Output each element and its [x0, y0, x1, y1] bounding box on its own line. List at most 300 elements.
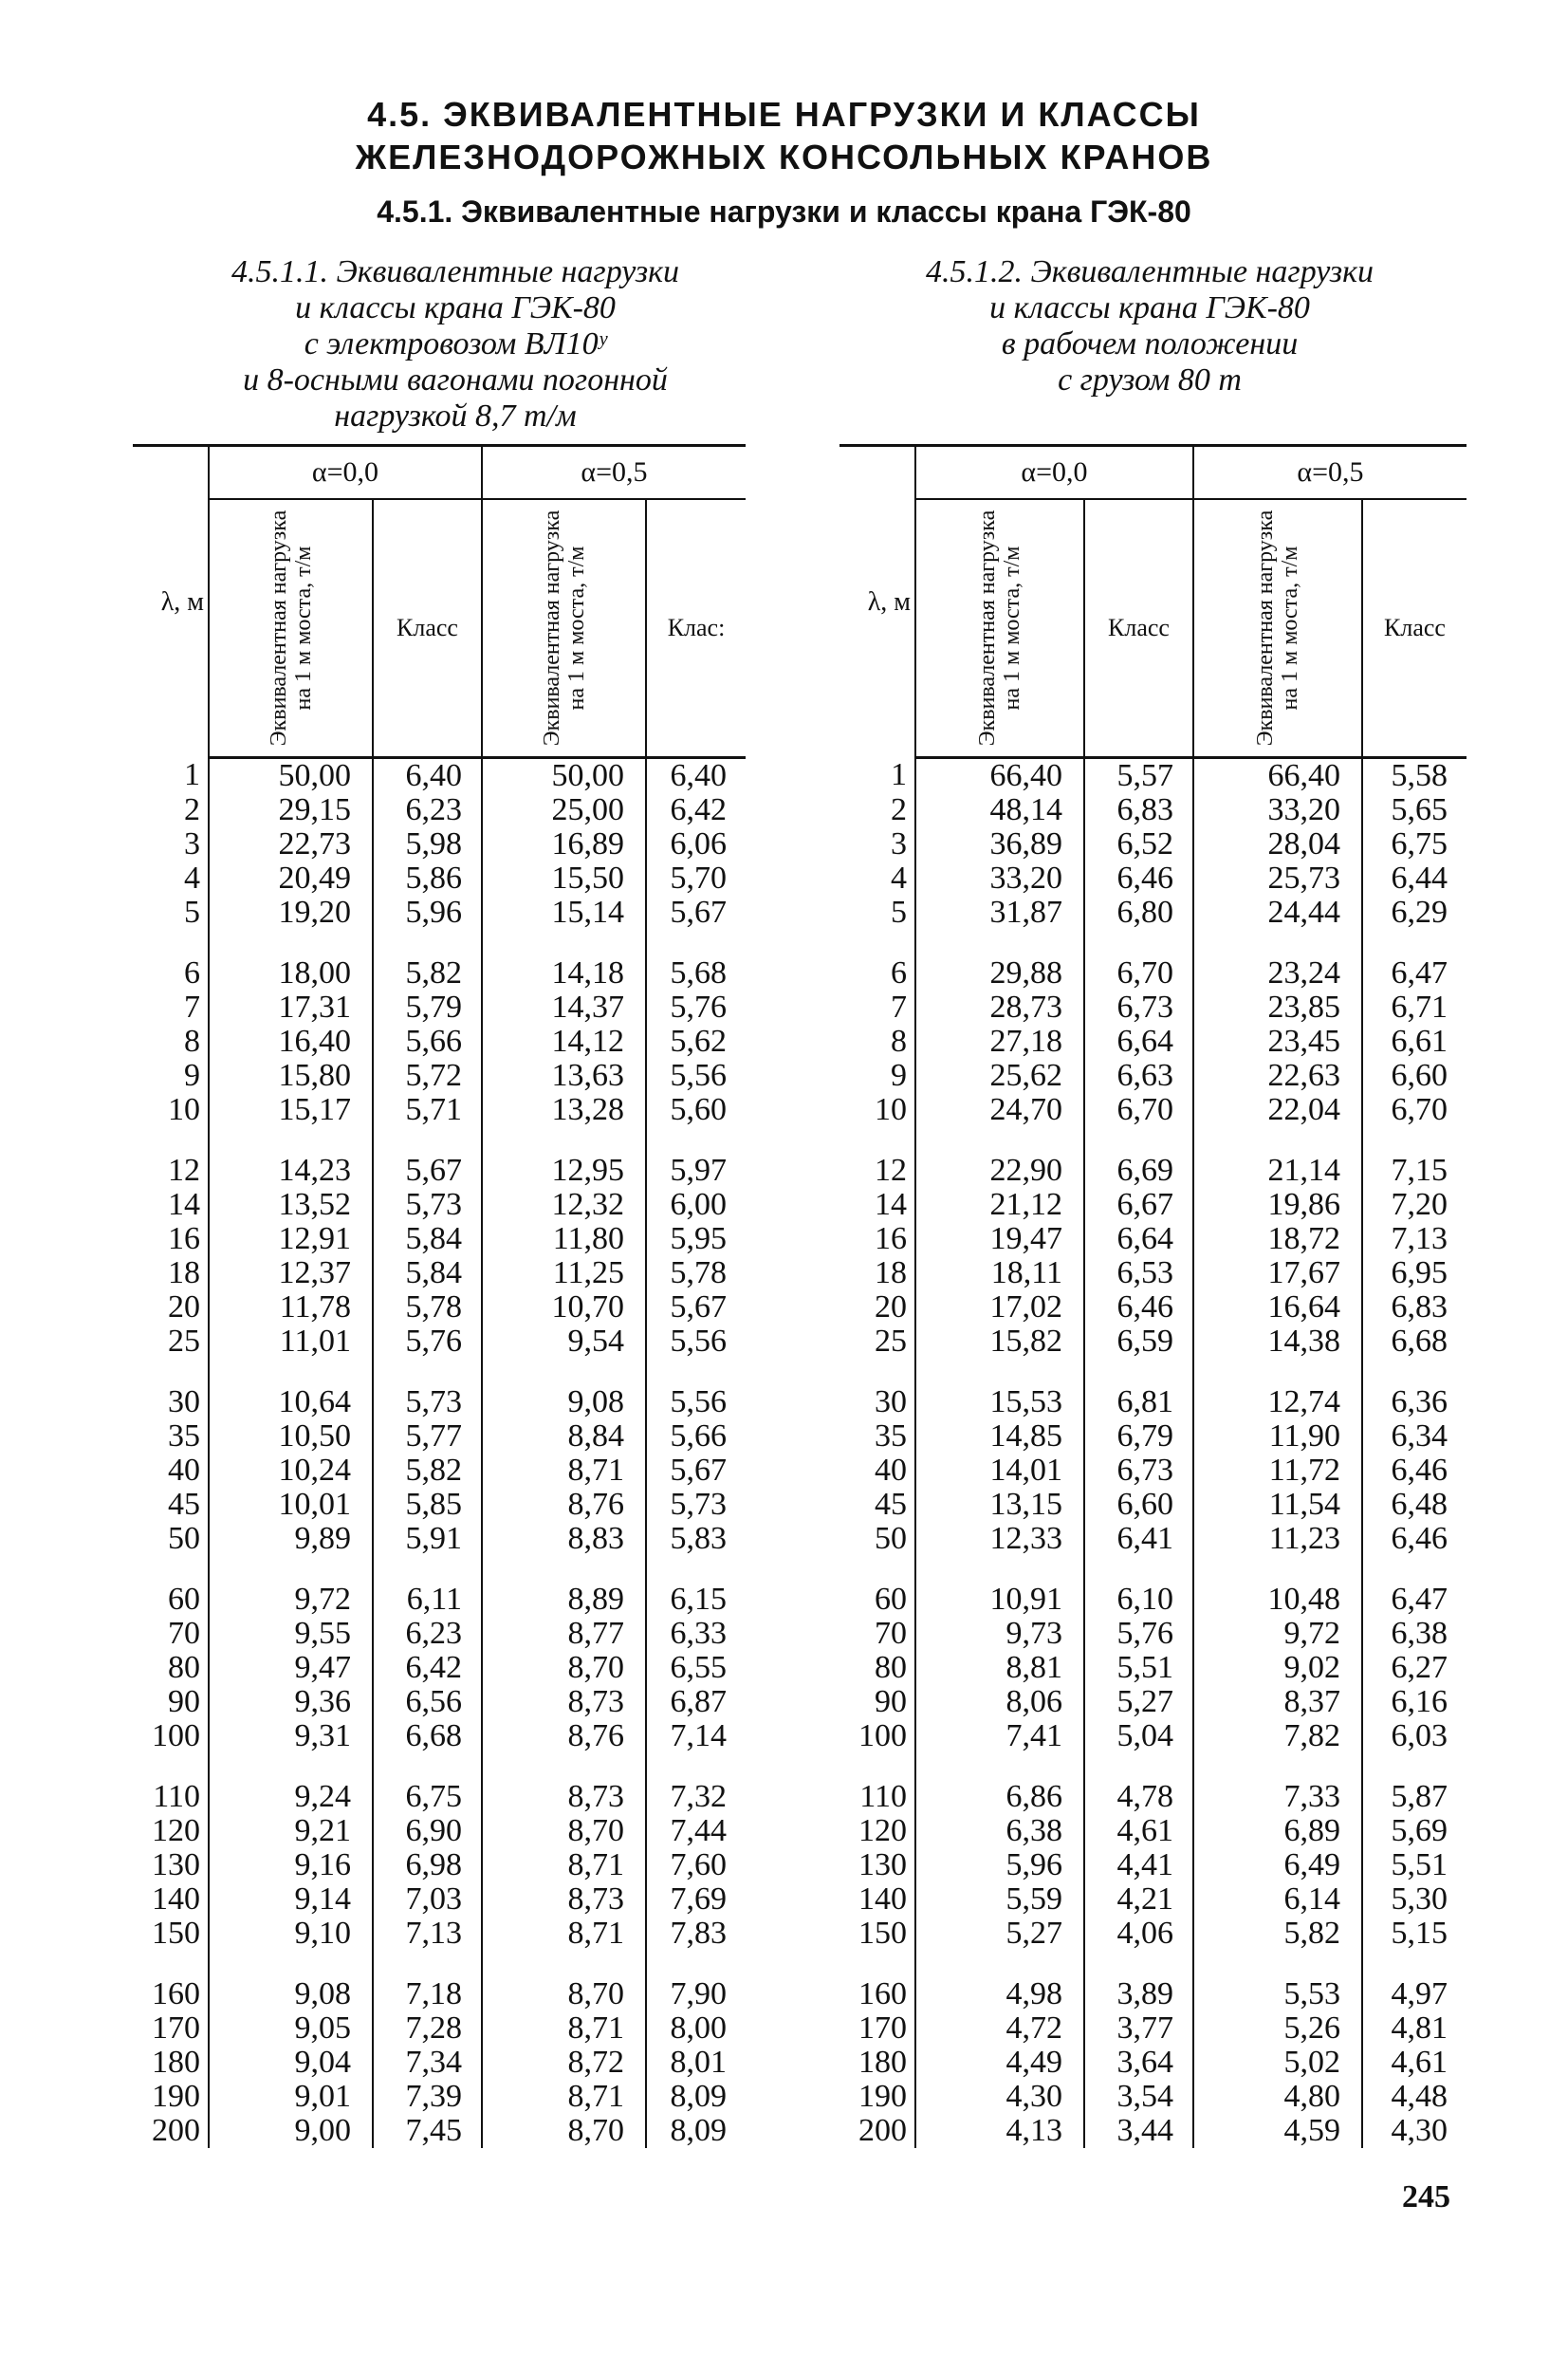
load-cell: 6,86: [1005, 1779, 1062, 1814]
class-cell: 6,52: [1084, 827, 1193, 862]
load-cell: 4,98: [1005, 1976, 1062, 2011]
load-cell: 8,71: [482, 1454, 646, 1488]
table-row: [839, 896, 1467, 930]
table-row: [133, 1093, 746, 1127]
load-cell: 8,76: [482, 1488, 646, 1522]
load-cell: 20,49: [278, 861, 351, 896]
load-cell: 66,40: [1193, 758, 1362, 794]
load-cell: 14,12: [482, 1025, 646, 1059]
class-cell: 5,73: [646, 1488, 746, 1522]
gap-cell: [1362, 1556, 1467, 1583]
class-cell: 7,13: [1362, 1222, 1467, 1256]
load-cell: 19,86: [1193, 1188, 1362, 1222]
class-cell: 5,76: [646, 991, 746, 1025]
load-cell: 17,02: [989, 1289, 1062, 1325]
lambda-cell: 10: [133, 1093, 209, 1127]
section-title-line2: ЖЕЛЕЗНОДОРОЖНЫХ КОНСОЛЬНЫХ КРАНОВ: [355, 138, 1213, 176]
load-cell: 16,89: [482, 827, 646, 862]
lambda-cell: 7: [133, 991, 209, 1025]
gap-cell: [646, 1359, 746, 1385]
load-cell: 4,13: [1005, 2113, 1062, 2148]
left-table-caption: [123, 254, 787, 435]
load-cell: 9,04: [294, 2045, 351, 2080]
class-cell: 5,96: [373, 896, 482, 930]
lambda-cell: 120: [839, 1814, 915, 1848]
load-cell: 9,02: [1193, 1651, 1362, 1685]
class-cell: 7,28: [373, 2011, 482, 2046]
class-cell: 6,98: [373, 1848, 482, 1882]
class-cell: 6,55: [646, 1651, 746, 1685]
gap-cell: [1362, 1127, 1467, 1154]
class-cell: 6,46: [1084, 862, 1193, 896]
row-group-gap: [133, 1951, 746, 1977]
class-cell: 5,70: [646, 862, 746, 896]
table-row: [133, 991, 746, 1025]
load-cell: 15,14: [482, 896, 646, 930]
class-cell: 5,78: [373, 1290, 482, 1325]
gap-cell: [1193, 1359, 1362, 1385]
load-cell: 5,82: [1193, 1917, 1362, 1951]
gap-cell: [133, 930, 209, 956]
class-cell: 8,01: [646, 2046, 746, 2080]
table-row: [133, 1719, 746, 1753]
class-cell: 6,79: [1084, 1419, 1193, 1454]
load-cell: 8,84: [482, 1419, 646, 1454]
lambda-cell: 2: [839, 793, 915, 827]
load-cell: 8,70: [482, 1977, 646, 2011]
lambda-cell: 60: [839, 1583, 915, 1617]
table-row: [839, 1025, 1467, 1059]
load-cell: 9,00: [294, 2113, 351, 2148]
gap-cell: [373, 930, 482, 956]
class-cell: 6,67: [1084, 1188, 1193, 1222]
table-row: [839, 991, 1467, 1025]
lambda-cell: 200: [839, 2114, 915, 2148]
load-cell: 8,70: [482, 1651, 646, 1685]
caption-line: и 8-осными вагонами погонной: [243, 362, 668, 398]
load-cell: 8,71: [482, 2080, 646, 2114]
class-cell: 7,03: [373, 1882, 482, 1917]
class-cell: 4,97: [1362, 1977, 1467, 2011]
gap-cell: [839, 1556, 915, 1583]
lambda-cell: 150: [839, 1917, 915, 1951]
table-row: [133, 1522, 746, 1556]
load-cell: 8,89: [482, 1583, 646, 1617]
load-cell: 10,91: [989, 1582, 1062, 1617]
class-cell: 6,68: [1362, 1325, 1467, 1359]
class-cell: 6,61: [1362, 1025, 1467, 1059]
load-cell: 9,47: [294, 1650, 351, 1685]
class-cell: 6,00: [646, 1188, 746, 1222]
lambda-cell: 140: [133, 1882, 209, 1917]
gap-cell: [915, 1556, 1084, 1583]
lambda-cell: 190: [133, 2080, 209, 2114]
gap-cell: [209, 930, 373, 956]
table-row: [839, 2114, 1467, 2148]
class-cell: 4,41: [1084, 1848, 1193, 1882]
table-row: [133, 1454, 746, 1488]
class-cell: 6,68: [373, 1719, 482, 1753]
lambda-cell: 35: [839, 1419, 915, 1454]
lambda-cell: 7: [839, 991, 915, 1025]
load-cell: 5,96: [1005, 1847, 1062, 1882]
table-row: [839, 1385, 1467, 1419]
load-header-text: Эквивалентная нагрузка на 1 м моста, т/м: [975, 510, 1024, 747]
table-row: [839, 1522, 1467, 1556]
class-cell: 6,90: [373, 1814, 482, 1848]
lambda-cell: 110: [839, 1780, 915, 1814]
lambda-cell: 3: [133, 827, 209, 862]
class-cell: 6,70: [1362, 1093, 1467, 1127]
table-row: [133, 1583, 746, 1617]
load-cell: 12,37: [278, 1255, 351, 1290]
class-cell: 6,47: [1362, 1583, 1467, 1617]
table-row: [839, 1222, 1467, 1256]
load-cell: 19,47: [989, 1221, 1062, 1256]
table-row: [839, 1059, 1467, 1093]
class-cell: 6,10: [1084, 1583, 1193, 1617]
class-cell: 6,03: [1362, 1719, 1467, 1753]
class-cell: 3,44: [1084, 2114, 1193, 2148]
table-row: [839, 2011, 1467, 2046]
load-cell: 8,73: [482, 1780, 646, 1814]
class-cell: 5,67: [373, 1154, 482, 1188]
class-cell: 6,11: [373, 1583, 482, 1617]
gap-cell: [646, 1951, 746, 1977]
class-cell: 3,64: [1084, 2046, 1193, 2080]
class-cell: 5,71: [373, 1093, 482, 1127]
table-row: [133, 1419, 746, 1454]
class-cell: 5,84: [373, 1256, 482, 1290]
class-cell: 5,78: [646, 1256, 746, 1290]
class-cell: 5,73: [373, 1385, 482, 1419]
gap-cell: [839, 1359, 915, 1385]
load-cell: 8,81: [1005, 1650, 1062, 1685]
class-cell: 6,40: [646, 758, 746, 794]
class-cell: 6,47: [1362, 956, 1467, 991]
load-cell: 8,83: [482, 1522, 646, 1556]
load-cell: 23,85: [1193, 991, 1362, 1025]
class-cell: 6,46: [1362, 1522, 1467, 1556]
row-group-gap: [839, 1556, 1467, 1583]
load-cell: 10,24: [278, 1453, 351, 1488]
class-cell: 6,60: [1084, 1488, 1193, 1522]
lambda-cell: 45: [133, 1488, 209, 1522]
load-cell: 27,18: [989, 1024, 1062, 1059]
class-cell: 3,77: [1084, 2011, 1193, 2046]
load-cell: 15,82: [989, 1324, 1062, 1359]
table-row: [133, 1814, 746, 1848]
class-cell: 6,42: [373, 1651, 482, 1685]
gap-cell: [1193, 1556, 1362, 1583]
lambda-cell: 30: [839, 1385, 915, 1419]
gap-cell: [1084, 1556, 1193, 1583]
class-cell: 7,69: [646, 1882, 746, 1917]
lambda-cell: 170: [839, 2011, 915, 2046]
class-cell: 6,53: [1084, 1256, 1193, 1290]
table-row: [839, 1488, 1467, 1522]
table-row: [839, 2046, 1467, 2080]
class-cell: 6,64: [1084, 1025, 1193, 1059]
load-cell: 11,25: [482, 1256, 646, 1290]
gap-cell: [646, 1753, 746, 1780]
class-cell: 6,06: [646, 827, 746, 862]
gap-cell: [209, 1556, 373, 1583]
gap-cell: [133, 1127, 209, 1154]
gap-cell: [1362, 1753, 1467, 1780]
class-cell: 5,27: [1084, 1685, 1193, 1719]
lambda-cell: 50: [839, 1522, 915, 1556]
table-row: [133, 1188, 746, 1222]
class-cell: 7,44: [646, 1814, 746, 1848]
load-cell: 5,59: [1005, 1881, 1062, 1917]
gap-cell: [1362, 1951, 1467, 1977]
load-cell: 9,73: [1005, 1616, 1062, 1651]
class-cell: 5,84: [373, 1222, 482, 1256]
load-cell: 4,30: [1005, 2079, 1062, 2114]
class-cell: 6,70: [1084, 1093, 1193, 1127]
table-row: [839, 1454, 1467, 1488]
load-cell: 6,14: [1193, 1882, 1362, 1917]
gap-cell: [839, 1753, 915, 1780]
class-cell: 7,45: [373, 2114, 482, 2148]
lambda-cell: 170: [133, 2011, 209, 2046]
class-cell: 5,79: [373, 991, 482, 1025]
load-cell: 24,44: [1193, 896, 1362, 930]
gap-cell: [1193, 1951, 1362, 1977]
class-cell: 6,23: [373, 1617, 482, 1651]
lambda-cell: 6: [133, 956, 209, 991]
class-cell: 5,56: [646, 1059, 746, 1093]
class-cell: 4,48: [1362, 2080, 1467, 2114]
load-cell: 5,53: [1193, 1977, 1362, 2011]
table-row: [133, 862, 746, 896]
load-cell: 10,48: [1193, 1583, 1362, 1617]
row-group-gap: [133, 1127, 746, 1154]
load-cell: 22,04: [1193, 1093, 1362, 1127]
load-cell: 9,14: [294, 1881, 351, 1917]
load-cell: 25,62: [989, 1058, 1062, 1093]
lambda-cell: 12: [133, 1154, 209, 1188]
load-cell: 5,27: [1005, 1916, 1062, 1951]
class-cell: 6,59: [1084, 1325, 1193, 1359]
lambda-cell: 180: [839, 2046, 915, 2080]
class-cell: 5,73: [373, 1188, 482, 1222]
lambda-cell: 45: [839, 1488, 915, 1522]
load-cell: 14,18: [482, 956, 646, 991]
load-cell: 11,72: [1193, 1454, 1362, 1488]
load-cell: 7,41: [1005, 1718, 1062, 1753]
class-cell: 3,54: [1084, 2080, 1193, 2114]
row-group-gap: [133, 930, 746, 956]
gap-cell: [1362, 930, 1467, 956]
table-row: [839, 1583, 1467, 1617]
class-cell: 6,64: [1084, 1222, 1193, 1256]
table-row: [839, 1882, 1467, 1917]
gap-cell: [209, 1359, 373, 1385]
load-cell: 50,00: [482, 758, 646, 794]
class-cell: 4,81: [1362, 2011, 1467, 2046]
row-group-gap: [839, 930, 1467, 956]
class-cell: 6,75: [373, 1780, 482, 1814]
load-cell: 11,78: [279, 1289, 351, 1325]
load-cell: 18,72: [1193, 1222, 1362, 1256]
class-cell: 5,67: [646, 1290, 746, 1325]
load-cell: 10,50: [278, 1418, 351, 1454]
load-cell: 4,49: [1005, 2045, 1062, 2080]
load-cell: 22,73: [278, 826, 351, 862]
class-header: Класс: [1084, 499, 1193, 758]
gap-cell: [839, 1951, 915, 1977]
class-cell: 6,60: [1362, 1059, 1467, 1093]
gap-cell: [1084, 1753, 1193, 1780]
load-cell: 11,54: [1193, 1488, 1362, 1522]
gap-cell: [373, 1359, 482, 1385]
class-cell: 5,82: [373, 1454, 482, 1488]
lambda-cell: 18: [839, 1256, 915, 1290]
load-cell: 13,63: [482, 1059, 646, 1093]
class-cell: 5,56: [646, 1385, 746, 1419]
lambda-cell: 20: [133, 1290, 209, 1325]
load-cell: 11,01: [279, 1324, 351, 1359]
class-cell: 5,97: [646, 1154, 746, 1188]
caption-line: с грузом 80 т: [1058, 362, 1242, 398]
load-cell: 18,00: [278, 955, 351, 991]
load-cell: 9,24: [294, 1779, 351, 1814]
gap-cell: [646, 930, 746, 956]
gap-cell: [915, 1359, 1084, 1385]
load-cell: 66,40: [989, 758, 1062, 793]
table-row: [839, 827, 1467, 862]
lambda-cell: 130: [839, 1848, 915, 1882]
load-cell: 19,20: [278, 895, 351, 930]
class-cell: 5,15: [1362, 1917, 1467, 1951]
class-cell: 5,67: [646, 896, 746, 930]
gap-cell: [482, 1951, 646, 1977]
class-cell: 7,18: [373, 1977, 482, 2011]
gap-cell: [209, 1951, 373, 1977]
table-row: [839, 1685, 1467, 1719]
load-cell: 6,89: [1193, 1814, 1362, 1848]
load-cell: 13,15: [989, 1487, 1062, 1522]
lambda-cell: 12: [839, 1154, 915, 1188]
lambda-cell: 14: [133, 1188, 209, 1222]
class-cell: 5,82: [373, 956, 482, 991]
load-cell: 31,87: [989, 895, 1062, 930]
lambda-cell: 8: [133, 1025, 209, 1059]
load-cell: 9,72: [294, 1582, 351, 1617]
load-cell: 7,82: [1193, 1719, 1362, 1753]
load-cell: 9,31: [294, 1718, 351, 1753]
gap-cell: [373, 1556, 482, 1583]
table-row: [839, 1814, 1467, 1848]
load-cell: 12,32: [482, 1188, 646, 1222]
lambda-cell: 9: [133, 1059, 209, 1093]
table-row: [839, 1719, 1467, 1753]
class-cell: 6,33: [646, 1617, 746, 1651]
load-cell: 4,72: [1005, 2010, 1062, 2046]
lambda-cell: 10: [839, 1093, 915, 1127]
class-cell: 6,40: [373, 758, 482, 794]
load-cell: 16,40: [278, 1024, 351, 1059]
table-row: [133, 1848, 746, 1882]
row-group-gap: [133, 1556, 746, 1583]
load-cell: 14,01: [989, 1453, 1062, 1488]
row-group-gap: [133, 1753, 746, 1780]
lambda-cell: 70: [839, 1617, 915, 1651]
left-table-container: [133, 444, 746, 2148]
lambda-cell: 8: [839, 1025, 915, 1059]
lambda-header: λ, м: [133, 446, 209, 758]
class-cell: 5,83: [646, 1522, 746, 1556]
lambda-cell: 5: [839, 896, 915, 930]
gap-cell: [646, 1127, 746, 1154]
class-cell: 7,14: [646, 1719, 746, 1753]
caption-line: нагрузкой 8,7 т/м: [334, 398, 577, 434]
table-row: [839, 793, 1467, 827]
class-cell: 6,80: [1084, 896, 1193, 930]
load-cell: 10,64: [278, 1384, 351, 1419]
table-row: [133, 1882, 746, 1917]
class-cell: 6,70: [1084, 956, 1193, 991]
class-cell: 6,48: [1362, 1488, 1467, 1522]
caption-line: с электровозом ВЛ10ʸ: [304, 326, 607, 361]
class-cell: 5,51: [1084, 1651, 1193, 1685]
lambda-cell: 1: [133, 758, 209, 794]
class-cell: 6,34: [1362, 1419, 1467, 1454]
table-row: [839, 1419, 1467, 1454]
load-header-text: Эквивалентная нагрузка на 1 м моста, т/м: [1253, 510, 1302, 747]
lambda-cell: 160: [839, 1977, 915, 2011]
table-row: [133, 1488, 746, 1522]
load-cell: 16,64: [1193, 1290, 1362, 1325]
table-row: [839, 956, 1467, 991]
lambda-cell: 200: [133, 2114, 209, 2148]
load-cell: 9,89: [294, 1521, 351, 1556]
load-cell: 8,71: [482, 2011, 646, 2046]
caption-line: в рабочем положении: [1001, 326, 1299, 361]
class-cell: 6,41: [1084, 1522, 1193, 1556]
load-cell: 8,71: [482, 1848, 646, 1882]
gap-cell: [133, 1556, 209, 1583]
load-cell: 17,31: [278, 990, 351, 1025]
class-cell: 6,73: [1084, 1454, 1193, 1488]
load-cell: 33,20: [989, 861, 1062, 896]
table-row: [839, 1651, 1467, 1685]
alpha-0-header: α=0,0: [915, 446, 1193, 500]
load-cell: 8,77: [482, 1617, 646, 1651]
caption-line: и классы крана ГЭК-80: [989, 290, 1310, 325]
class-cell: 5,60: [646, 1093, 746, 1127]
table-row: [839, 1290, 1467, 1325]
table-row: [133, 1385, 746, 1419]
class-cell: 7,60: [646, 1848, 746, 1882]
class-cell: 4,30: [1362, 2114, 1467, 2148]
table-row: [839, 758, 1467, 794]
load-cell: 28,73: [989, 990, 1062, 1025]
load-cell: 13,28: [482, 1093, 646, 1127]
class-cell: 5,91: [373, 1522, 482, 1556]
load-header: [915, 499, 1084, 758]
load-cell: 8,72: [482, 2046, 646, 2080]
load-cell: 15,53: [989, 1384, 1062, 1419]
lambda-cell: 90: [133, 1685, 209, 1719]
load-cell: 10,01: [278, 1487, 351, 1522]
class-cell: 4,61: [1362, 2046, 1467, 2080]
load-cell: 24,70: [989, 1092, 1062, 1127]
table-row: [133, 1325, 746, 1359]
gap-cell: [1362, 1359, 1467, 1385]
